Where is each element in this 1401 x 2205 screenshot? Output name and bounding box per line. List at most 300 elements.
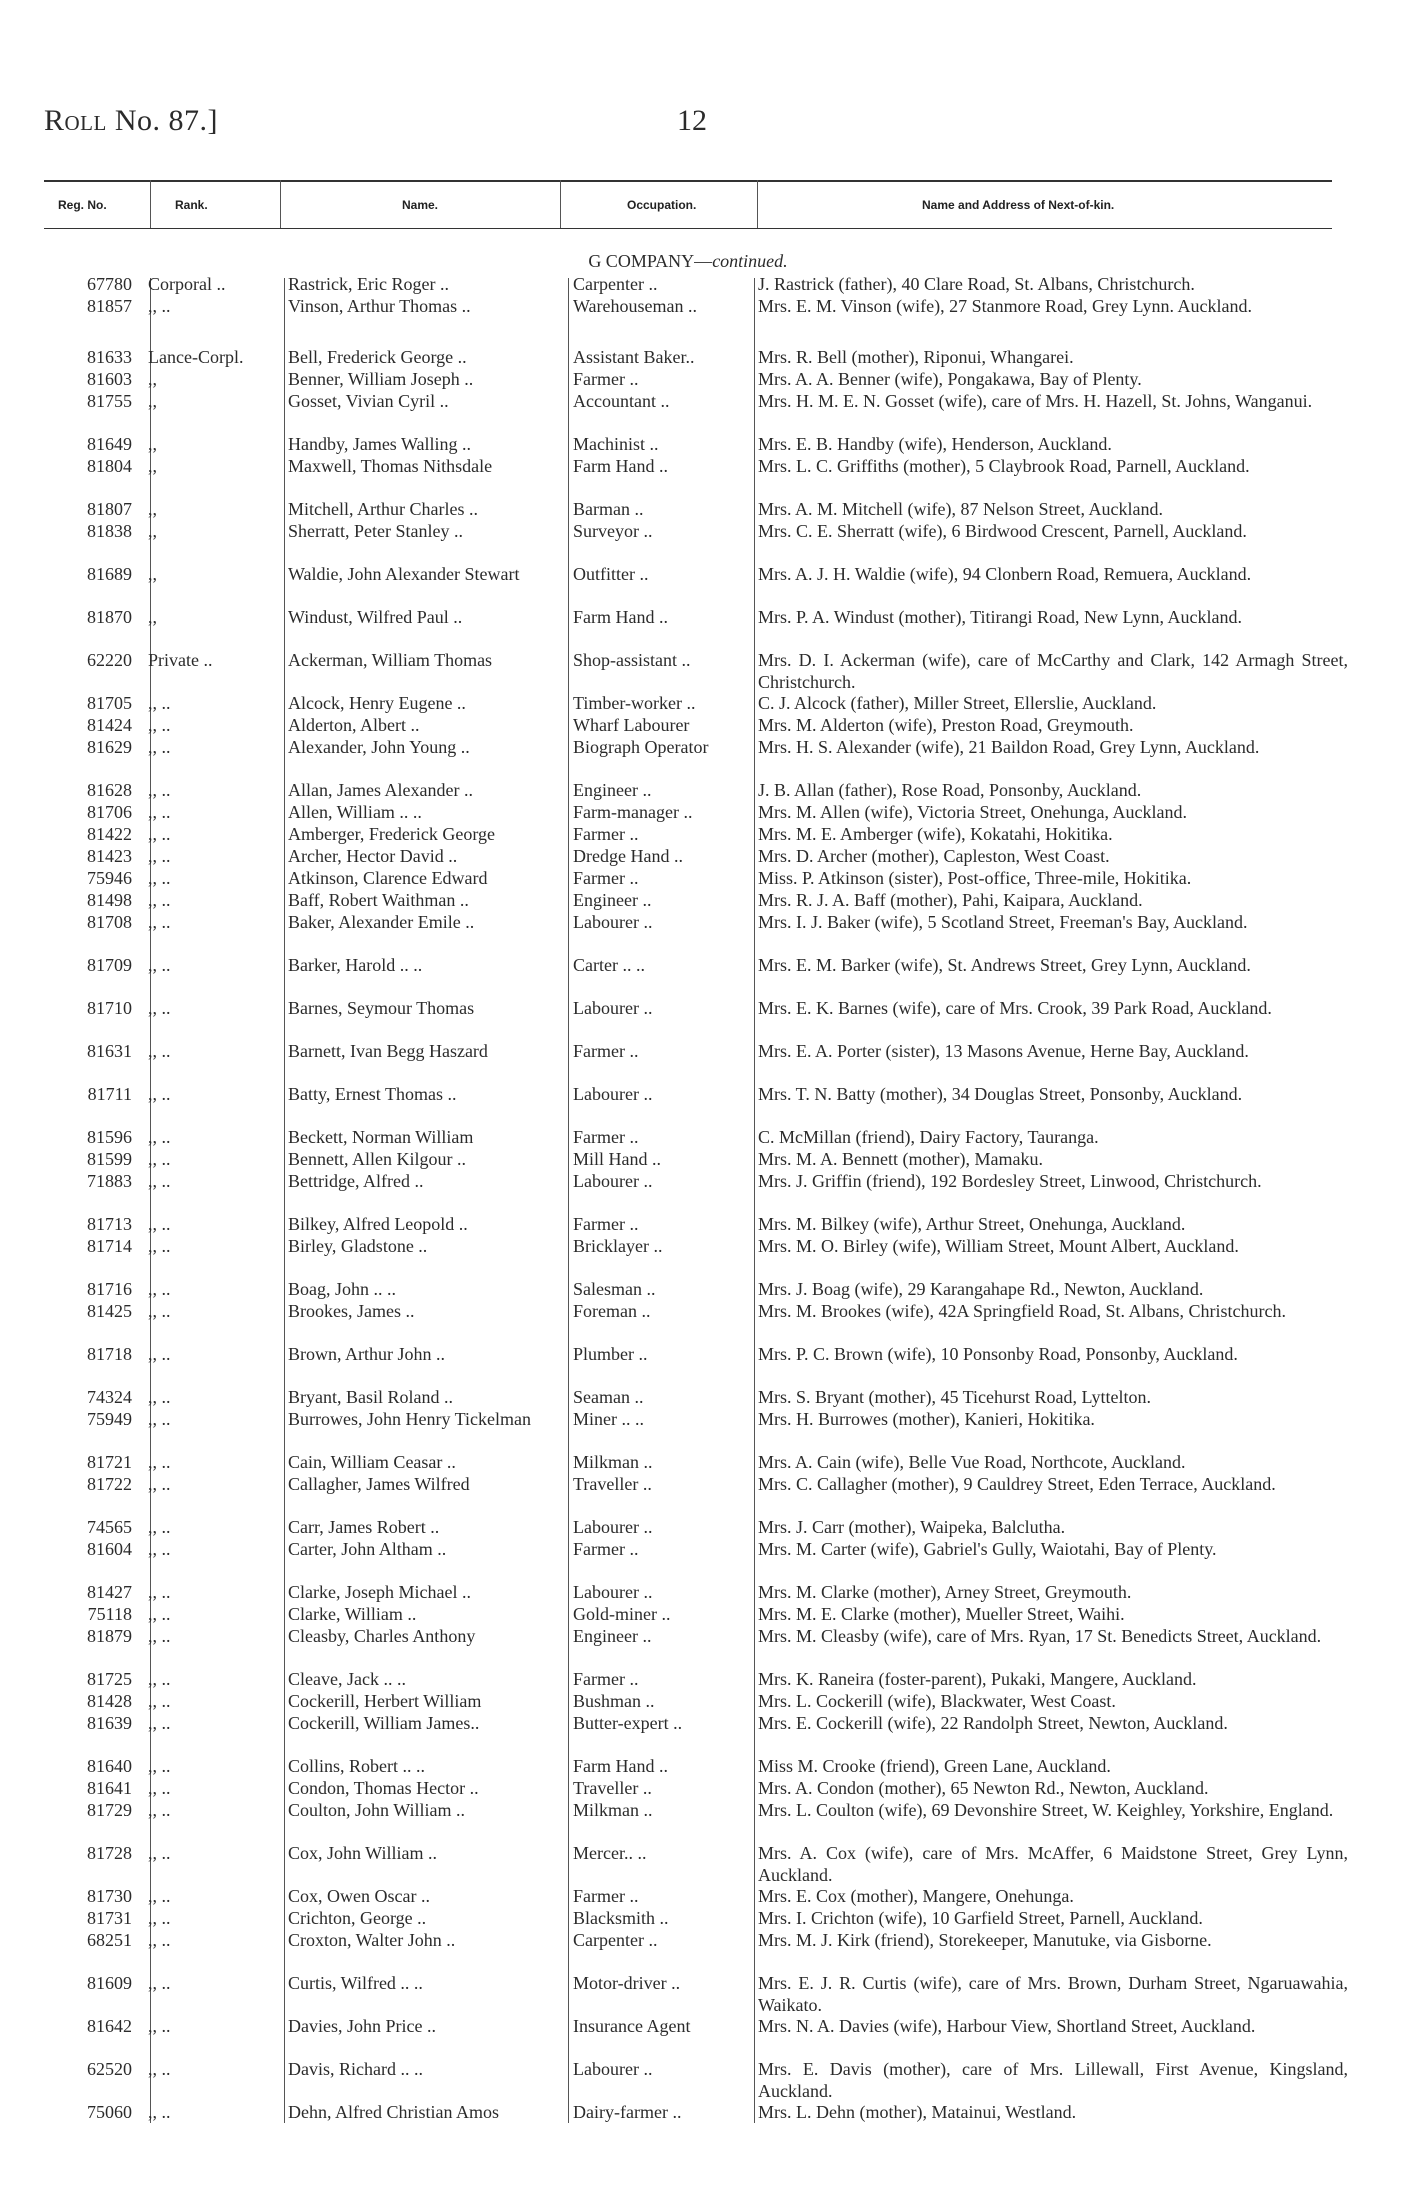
reg-number: 62520 [87, 2059, 132, 2079]
reg-number: 81609 [87, 1973, 132, 1993]
reg-number: 81423 [87, 846, 132, 866]
next-of-kin: Miss M. Crooke (friend), Green Lane, Auckland. [758, 1756, 1111, 1776]
reg-number: 81629 [87, 737, 132, 757]
soldier-name: Atkinson, Clarence Edward [288, 868, 488, 888]
occupation: Butter-expert .. [573, 1713, 683, 1733]
reg-number: 81722 [87, 1474, 132, 1494]
next-of-kin: Mrs. E. K. Barnes (wife), care of Mrs. Crook, 39 Park Road, Auckland. [758, 998, 1272, 1018]
rank: ,, .. [148, 1604, 171, 1624]
next-of-kin: Mrs. M. Brookes (wife), 42A Springfield Road, St. Albans, Christchurch. [758, 1301, 1286, 1321]
rank: ,, .. [148, 1539, 171, 1559]
rank: ,, .. [148, 824, 171, 844]
next-of-kin: Mrs. S. Bryant (mother), 45 Ticehurst Road, Lyttelton. [758, 1387, 1151, 1407]
next-of-kin: Mrs. P. A. Windust (mother), Titirangi Road, New Lynn, Auckland. [758, 607, 1242, 627]
rank: ,, .. [148, 2016, 171, 2036]
rank: Lance-Corpl. [148, 347, 244, 367]
next-of-kin: Mrs. N. A. Davies (wife), Harbour View, Shortland Street, Auckland. [758, 2016, 1256, 2036]
soldier-name: Archer, Hector David .. [288, 846, 458, 866]
reg-number: 81716 [87, 1279, 132, 1299]
occupation: Labourer .. [573, 1084, 653, 1104]
rank: ,, .. [148, 1149, 171, 1169]
reg-number: 74324 [87, 1387, 132, 1407]
occupation: Engineer .. [573, 780, 652, 800]
rank: ,, .. [148, 955, 171, 975]
rank: ,, .. [148, 1127, 171, 1147]
rank: Private .. [148, 650, 213, 670]
soldier-name: Burrowes, John Henry Tickelman [288, 1409, 531, 1429]
rank: ,, .. [148, 1908, 171, 1928]
reg-number: 81422 [87, 824, 132, 844]
reg-number: 81642 [87, 2016, 132, 2036]
reg-number: 81640 [87, 1756, 132, 1776]
column-divider [150, 180, 151, 228]
next-of-kin: Mrs. E. A. Porter (sister), 13 Masons Avenue, Herne Bay, Auckland. [758, 1041, 1249, 1061]
soldier-name: Brown, Arthur John .. [288, 1344, 445, 1364]
reg-number: 74565 [87, 1517, 132, 1537]
rank: ,, .. [148, 1778, 171, 1798]
next-of-kin: Mrs. J. Griffin (friend), 192 Bordesley Street, Linwood, Christchurch. [758, 1171, 1262, 1191]
rank: ,, .. [148, 998, 171, 1018]
reg-number: 81604 [87, 1539, 132, 1559]
next-of-kin: Mrs. K. Raneira (foster-parent), Pukaki, Mangere, Auckland. [758, 1669, 1197, 1689]
rank: ,, .. [148, 1973, 171, 1993]
rank: ,, [148, 564, 157, 584]
soldier-name: Bryant, Basil Roland .. [288, 1387, 453, 1407]
rank: ,, .. [148, 1452, 171, 1472]
rank: ,, .. [148, 1669, 171, 1689]
reg-number: 81596 [87, 1127, 132, 1147]
soldier-name: Clarke, William .. [288, 1604, 417, 1624]
header-bottom-rule [44, 228, 1332, 229]
next-of-kin: Mrs. E. Cox (mother), Mangere, Onehunga. [758, 1886, 1074, 1906]
rank: ,, .. [148, 1171, 171, 1191]
reg-number: 81709 [87, 955, 132, 975]
reg-number: 68251 [87, 1930, 132, 1950]
next-of-kin: Mrs. R. Bell (mother), Riponui, Whangarei. [758, 347, 1074, 367]
rank: ,, .. [148, 1041, 171, 1061]
soldier-name: Callagher, James Wilfred [288, 1474, 470, 1494]
occupation: Dairy-farmer .. [573, 2102, 682, 2122]
next-of-kin: Mrs. C. E. Sherratt (wife), 6 Birdwood Crescent, Parnell, Auckland. [758, 521, 1247, 541]
soldier-name: Curtis, Wilfred .. .. [288, 1973, 423, 1993]
soldier-name: Cockerill, William James.. [288, 1713, 480, 1733]
occupation: Farmer .. [573, 824, 639, 844]
occupation: Farm-manager .. [573, 802, 693, 822]
reg-number: 75946 [87, 868, 132, 888]
soldier-name: Allen, William .. .. [288, 802, 422, 822]
occupation: Farmer .. [573, 1886, 639, 1906]
reg-number: 81649 [87, 434, 132, 454]
next-of-kin: Mrs. A. A. Benner (wife), Pongakawa, Bay of Plenty. [758, 369, 1142, 389]
next-of-kin: Mrs. M. Alderton (wife), Preston Road, Greymouth. [758, 715, 1134, 735]
occupation: Outfitter .. [573, 564, 649, 584]
soldier-name: Carr, James Robert .. [288, 1517, 440, 1537]
rank: ,, .. [148, 1800, 171, 1820]
soldier-name: Windust, Wilfred Paul .. [288, 607, 463, 627]
soldier-name: Carter, John Altham .. [288, 1539, 447, 1559]
reg-number: 75060 [87, 2102, 132, 2122]
next-of-kin: Mrs. E. M. Barker (wife), St. Andrews Street, Grey Lynn, Auckland. [758, 955, 1251, 975]
rank: ,, .. [148, 1582, 171, 1602]
occupation: Farm Hand .. [573, 1756, 668, 1776]
soldier-name: Sherratt, Peter Stanley .. [288, 521, 463, 541]
next-of-kin: Mrs. M. Clarke (mother), Arney Street, Greymouth. [758, 1582, 1132, 1602]
occupation: Farm Hand .. [573, 607, 668, 627]
reg-number: 81633 [87, 347, 132, 367]
section-title: G COMPANY— [588, 251, 713, 271]
occupation: Labourer .. [573, 1517, 653, 1537]
soldier-name: Barnes, Seymour Thomas [288, 998, 475, 1018]
section-heading [44, 251, 1332, 272]
reg-number: 81804 [87, 456, 132, 476]
next-of-kin: Mrs. M. E. Amberger (wife), Kokatahi, Hokitika. [758, 824, 1113, 844]
next-of-kin: Mrs. M. Carter (wife), Gabriel's Gully, Waiotahi, Bay of Plenty. [758, 1539, 1217, 1559]
soldier-name: Gosset, Vivian Cyril .. [288, 391, 449, 411]
soldier-name: Cleasby, Charles Anthony [288, 1626, 476, 1646]
reg-number: 81424 [87, 715, 132, 735]
column-divider [757, 180, 758, 228]
reg-number: 81599 [87, 1149, 132, 1169]
occupation: Machinist .. [573, 434, 659, 454]
roll-label-rest: oll [64, 104, 107, 137]
occupation: Dredge Hand .. [573, 846, 683, 866]
roll-label [44, 104, 218, 138]
column-divider [754, 278, 755, 2123]
soldier-name: Barnett, Ivan Begg Haszard [288, 1041, 488, 1061]
next-of-kin: Mrs. A. M. Mitchell (wife), 87 Nelson Street, Auckland. [758, 499, 1163, 519]
reg-number: 81879 [87, 1626, 132, 1646]
rank: ,, .. [148, 1236, 171, 1256]
rank: ,, .. [148, 1301, 171, 1321]
soldier-name: Alexander, John Young .. [288, 737, 470, 757]
rank: ,, [148, 391, 157, 411]
soldier-name: Cleave, Jack .. .. [288, 1669, 406, 1689]
occupation: Carpenter .. [573, 274, 658, 294]
next-of-kin: Mrs. R. J. A. Baff (mother), Pahi, Kaipara, Auckland. [758, 890, 1143, 910]
soldier-name: Barker, Harold .. .. [288, 955, 423, 975]
occupation: Labourer .. [573, 2059, 653, 2079]
reg-number: 81725 [87, 1669, 132, 1689]
column-header-rank: Rank. [175, 198, 208, 212]
occupation: Gold-miner .. [573, 1604, 671, 1624]
soldier-name: Waldie, John Alexander Stewart [288, 564, 520, 584]
reg-number: 81711 [87, 1084, 132, 1104]
next-of-kin: Mrs. E. Davis (mother), care of Mrs. Lillewall, First Avenue, Kingsland, Auckland. [758, 2059, 1348, 2101]
rank: ,, .. [148, 1084, 171, 1104]
next-of-kin: Mrs. L. Cockerill (wife), Blackwater, West Coast. [758, 1691, 1116, 1711]
occupation: Bricklayer .. [573, 1236, 663, 1256]
soldier-name: Collins, Robert .. .. [288, 1756, 426, 1776]
roll-number: No. 87.] [114, 104, 218, 137]
occupation: Labourer .. [573, 912, 653, 932]
next-of-kin: C. McMillan (friend), Dairy Factory, Tauranga. [758, 1127, 1099, 1147]
occupation: Engineer .. [573, 1626, 652, 1646]
roll-label-initial: R [44, 104, 65, 137]
next-of-kin: Mrs. L. Dehn (mother), Matainui, Westland. [758, 2102, 1077, 2122]
rank: ,, [148, 607, 157, 627]
next-of-kin: Mrs. E. J. R. Curtis (wife), care of Mrs. Brown, Durham Street, Ngaruawahia, Waikato. [758, 1973, 1348, 2015]
reg-number: 81714 [87, 1236, 132, 1256]
rank: ,, .. [148, 2059, 171, 2079]
soldier-name: Handby, James Walling .. [288, 434, 472, 454]
soldier-name: Baff, Robert Waithman .. [288, 890, 469, 910]
reg-number: 67780 [87, 274, 132, 294]
next-of-kin: Mrs. M. O. Birley (wife), William Street, Mount Albert, Auckland. [758, 1236, 1239, 1256]
next-of-kin: Mrs. A. Cox (wife), care of Mrs. McAffer, 6 Maidstone Street, Grey Lynn, Auckland. [758, 1843, 1348, 1885]
soldier-name: Dehn, Alfred Christian Amos [288, 2102, 499, 2122]
occupation: Traveller .. [573, 1778, 652, 1798]
soldier-name: Davis, Richard .. .. [288, 2059, 423, 2079]
reg-number: 81689 [87, 564, 132, 584]
soldier-name: Batty, Ernest Thomas .. [288, 1084, 457, 1104]
next-of-kin: Mrs. E. B. Handby (wife), Henderson, Auckland. [758, 434, 1112, 454]
soldier-name: Bennett, Allen Kilgour .. [288, 1149, 466, 1169]
section-continued: continued. [712, 251, 788, 271]
occupation: Carter .. .. [573, 955, 645, 975]
reg-number: 75949 [87, 1409, 132, 1429]
occupation: Farmer .. [573, 369, 639, 389]
reg-number: 81603 [87, 369, 132, 389]
occupation: Farmer .. [573, 1214, 639, 1234]
soldier-name: Mitchell, Arthur Charles .. [288, 499, 478, 519]
next-of-kin: J. B. Allan (father), Rose Road, Ponsonby, Auckland. [758, 780, 1142, 800]
reg-number: 81728 [87, 1843, 132, 1863]
reg-number: 71883 [87, 1171, 132, 1191]
soldier-name: Alderton, Albert .. [288, 715, 420, 735]
occupation: Blacksmith .. [573, 1908, 669, 1928]
occupation: Salesman .. [573, 1279, 656, 1299]
soldier-name: Cox, Owen Oscar .. [288, 1886, 430, 1906]
next-of-kin: J. Rastrick (father), 40 Clare Road, St. Albans, Christchurch. [758, 274, 1195, 294]
column-header-reg: Reg. No. [58, 198, 107, 212]
next-of-kin: Mrs. M. E. Clarke (mother), Mueller Street, Waihi. [758, 1604, 1125, 1624]
rank: ,, [148, 521, 157, 541]
soldier-name: Bell, Frederick George .. [288, 347, 467, 367]
soldier-name: Bilkey, Alfred Leopold .. [288, 1214, 468, 1234]
occupation: Surveyor .. [573, 521, 653, 541]
next-of-kin: Mrs. E. M. Vinson (wife), 27 Stanmore Road, Grey Lynn. Auckland. [758, 296, 1253, 316]
occupation: Assistant Baker.. [573, 347, 695, 367]
occupation: Barman .. [573, 499, 644, 519]
rank: ,, .. [148, 1756, 171, 1776]
header-top-rule [44, 180, 1332, 182]
rank: ,, .. [148, 1886, 171, 1906]
reg-number: 81425 [87, 1301, 132, 1321]
occupation: Farmer .. [573, 868, 639, 888]
reg-number: 81730 [87, 1886, 132, 1906]
reg-number: 81427 [87, 1582, 132, 1602]
reg-number: 81729 [87, 1800, 132, 1820]
rank: ,, .. [148, 1344, 171, 1364]
reg-number: 81498 [87, 890, 132, 910]
soldier-name: Brookes, James .. [288, 1301, 415, 1321]
occupation: Farmer .. [573, 1041, 639, 1061]
occupation: Biograph Operator [573, 737, 709, 757]
rank: ,, .. [148, 1409, 171, 1429]
reg-number: 81807 [87, 499, 132, 519]
occupation: Farmer .. [573, 1539, 639, 1559]
rank: ,, .. [148, 693, 171, 713]
rank: ,, .. [148, 780, 171, 800]
rank: ,, .. [148, 868, 171, 888]
reg-number: 81428 [87, 1691, 132, 1711]
reg-number: 81713 [87, 1214, 132, 1234]
next-of-kin: Mrs. H. Burrowes (mother), Kanieri, Hokitika. [758, 1409, 1095, 1429]
occupation: Mill Hand .. [573, 1149, 661, 1169]
rank: ,, .. [148, 1691, 171, 1711]
next-of-kin: Mrs. A. Cain (wife), Belle Vue Road, Northcote, Auckland. [758, 1452, 1186, 1472]
rank: ,, [148, 434, 157, 454]
rank: ,, [148, 369, 157, 389]
occupation: Milkman .. [573, 1452, 653, 1472]
soldier-name: Croxton, Walter John .. [288, 1930, 456, 1950]
reg-number: 81721 [87, 1452, 132, 1472]
column-divider [284, 278, 285, 2123]
next-of-kin: Mrs. I. Crichton (wife), 10 Garfield Street, Parnell, Auckland. [758, 1908, 1203, 1928]
reg-number: 81838 [87, 521, 132, 541]
column-divider [280, 180, 281, 228]
next-of-kin: Mrs. C. Callagher (mother), 9 Cauldrey Street, Eden Terrace, Auckland. [758, 1474, 1276, 1494]
reg-number: 81706 [87, 802, 132, 822]
occupation: Plumber .. [573, 1344, 648, 1364]
soldier-name: Cox, John William .. [288, 1843, 437, 1863]
rank: ,, .. [148, 715, 171, 735]
next-of-kin: Mrs. H. M. E. N. Gosset (wife), care of Mrs. H. Hazell, St. Johns, Wanganui. [758, 391, 1313, 411]
soldier-name: Allan, James Alexander .. [288, 780, 473, 800]
occupation: Insurance Agent [573, 2016, 691, 2036]
reg-number: 75118 [87, 1604, 132, 1624]
reg-number: 81708 [87, 912, 132, 932]
soldier-name: Maxwell, Thomas Nithsdale [288, 456, 493, 476]
rank: ,, .. [148, 1930, 171, 1950]
next-of-kin: Mrs. M. A. Bennett (mother), Mamaku. [758, 1149, 1043, 1169]
occupation: Farmer .. [573, 1127, 639, 1147]
next-of-kin: Mrs. M. J. Kirk (friend), Storekeeper, Manutuke, via Gisborne. [758, 1930, 1212, 1950]
reg-number: 62220 [87, 650, 132, 670]
rank: ,, .. [148, 1214, 171, 1234]
rank: ,, .. [148, 1387, 171, 1407]
soldier-name: Davies, John Price .. [288, 2016, 436, 2036]
rank: ,, .. [148, 2102, 171, 2122]
soldier-name: Amberger, Frederick George [288, 824, 496, 844]
reg-number: 81755 [87, 391, 132, 411]
occupation: Engineer .. [573, 890, 652, 910]
page-number: 12 [677, 104, 707, 137]
next-of-kin: Mrs. J. Carr (mother), Waipeka, Balclutha. [758, 1517, 1066, 1537]
soldier-name: Coulton, John William .. [288, 1800, 465, 1820]
soldier-name: Baker, Alexander Emile .. [288, 912, 475, 932]
reg-number: 81705 [87, 693, 132, 713]
next-of-kin: Mrs. A. J. H. Waldie (wife), 94 Clonbern Road, Remuera, Auckland. [758, 564, 1252, 584]
next-of-kin: Mrs. L. Coulton (wife), 69 Devonshire Street, W. Keighley, Yorkshire, England. [758, 1800, 1334, 1820]
soldier-name: Cockerill, Herbert William [288, 1691, 482, 1711]
rank: ,, [148, 456, 157, 476]
rank: ,, .. [148, 1626, 171, 1646]
soldier-name: Cain, William Ceasar .. [288, 1452, 456, 1472]
column-header-occupation: Occupation. [627, 198, 697, 212]
occupation: Farm Hand .. [573, 456, 668, 476]
soldier-name: Ackerman, William Thomas [288, 650, 493, 670]
occupation: Shop-assistant .. [573, 650, 691, 670]
occupation: Labourer .. [573, 1582, 653, 1602]
next-of-kin: Mrs. D. I. Ackerman (wife), care of McCarthy and Clark, 142 Armagh Street, Christchurch. [758, 650, 1348, 692]
next-of-kin: Mrs. M. Bilkey (wife), Arthur Street, Onehunga, Auckland. [758, 1214, 1186, 1234]
occupation: Farmer .. [573, 1669, 639, 1689]
rank: ,, .. [148, 737, 171, 757]
occupation: Milkman .. [573, 1800, 653, 1820]
next-of-kin: Mrs. I. J. Baker (wife), 5 Scotland Street, Freeman's Bay, Auckland. [758, 912, 1248, 932]
reg-number: 81870 [87, 607, 132, 627]
rank: ,, .. [148, 1713, 171, 1733]
rank: ,, .. [148, 1279, 171, 1299]
soldier-name: Bettridge, Alfred .. [288, 1171, 424, 1191]
next-of-kin: Mrs. H. S. Alexander (wife), 21 Baildon Road, Grey Lynn, Auckland. [758, 737, 1260, 757]
rank: ,, .. [148, 846, 171, 866]
next-of-kin: Mrs. J. Boag (wife), 29 Karangahape Rd., Newton, Auckland. [758, 1279, 1204, 1299]
reg-number: 81631 [87, 1041, 132, 1061]
occupation: Wharf Labourer [573, 715, 690, 735]
rank: ,, [148, 499, 157, 519]
next-of-kin: Mrs. A. Condon (mother), 65 Newton Rd., Newton, Auckland. [758, 1778, 1209, 1798]
soldier-name: Condon, Thomas Hector .. [288, 1778, 479, 1798]
soldier-name: Vinson, Arthur Thomas .. [288, 296, 471, 316]
column-header-kin: Name and Address of Next-of-kin. [922, 198, 1115, 212]
soldier-name: Rastrick, Eric Roger .. [288, 274, 449, 294]
occupation: Miner .. .. [573, 1409, 644, 1429]
occupation: Bushman .. [573, 1691, 655, 1711]
next-of-kin: Mrs. T. N. Batty (mother), 34 Douglas Street, Ponsonby, Auckland. [758, 1084, 1243, 1104]
next-of-kin: Miss. P. Atkinson (sister), Post-office, Three-mile, Hokitika. [758, 868, 1192, 888]
reg-number: 81731 [87, 1908, 132, 1928]
occupation: Warehouseman .. [573, 296, 698, 316]
occupation: Seaman .. [573, 1387, 644, 1407]
column-divider [560, 180, 561, 228]
column-header-name: Name. [402, 198, 439, 212]
next-of-kin: Mrs. L. C. Griffiths (mother), 5 Claybrook Road, Parnell, Auckland. [758, 456, 1250, 476]
reg-number: 81718 [87, 1344, 132, 1364]
reg-number: 81639 [87, 1713, 132, 1733]
next-of-kin: C. J. Alcock (father), Miller Street, Ellerslie, Auckland. [758, 693, 1157, 713]
soldier-name: Benner, William Joseph .. [288, 369, 474, 389]
occupation: Motor-driver .. [573, 1973, 681, 1993]
soldier-name: Crichton, George .. [288, 1908, 427, 1928]
occupation: Foreman .. [573, 1301, 651, 1321]
occupation: Accountant .. [573, 391, 670, 411]
occupation: Carpenter .. [573, 1930, 658, 1950]
next-of-kin: Mrs. P. C. Brown (wife), 10 Ponsonby Road, Ponsonby, Auckland. [758, 1344, 1238, 1364]
rank: ,, .. [148, 890, 171, 910]
occupation: Timber-worker .. [573, 693, 696, 713]
rank: ,, .. [148, 1474, 171, 1494]
soldier-name: Clarke, Joseph Michael .. [288, 1582, 471, 1602]
reg-number: 81710 [87, 998, 132, 1018]
rank: ,, .. [148, 1517, 171, 1537]
soldier-name: Birley, Gladstone .. [288, 1236, 428, 1256]
occupation: Labourer .. [573, 1171, 653, 1191]
reg-number: 81628 [87, 780, 132, 800]
soldier-name: Alcock, Henry Eugene .. [288, 693, 466, 713]
soldier-name: Boag, John .. .. [288, 1279, 396, 1299]
rank: ,, .. [148, 296, 171, 316]
reg-number: 81641 [87, 1778, 132, 1798]
column-divider [568, 278, 569, 2123]
soldier-name: Beckett, Norman William [288, 1127, 474, 1147]
rank: ,, .. [148, 1843, 171, 1863]
reg-number: 81857 [87, 296, 132, 316]
next-of-kin: Mrs. E. Cockerill (wife), 22 Randolph Street, Newton, Auckland. [758, 1713, 1228, 1733]
next-of-kin: Mrs. M. Allen (wife), Victoria Street, Onehunga, Auckland. [758, 802, 1187, 822]
rank: ,, .. [148, 802, 171, 822]
